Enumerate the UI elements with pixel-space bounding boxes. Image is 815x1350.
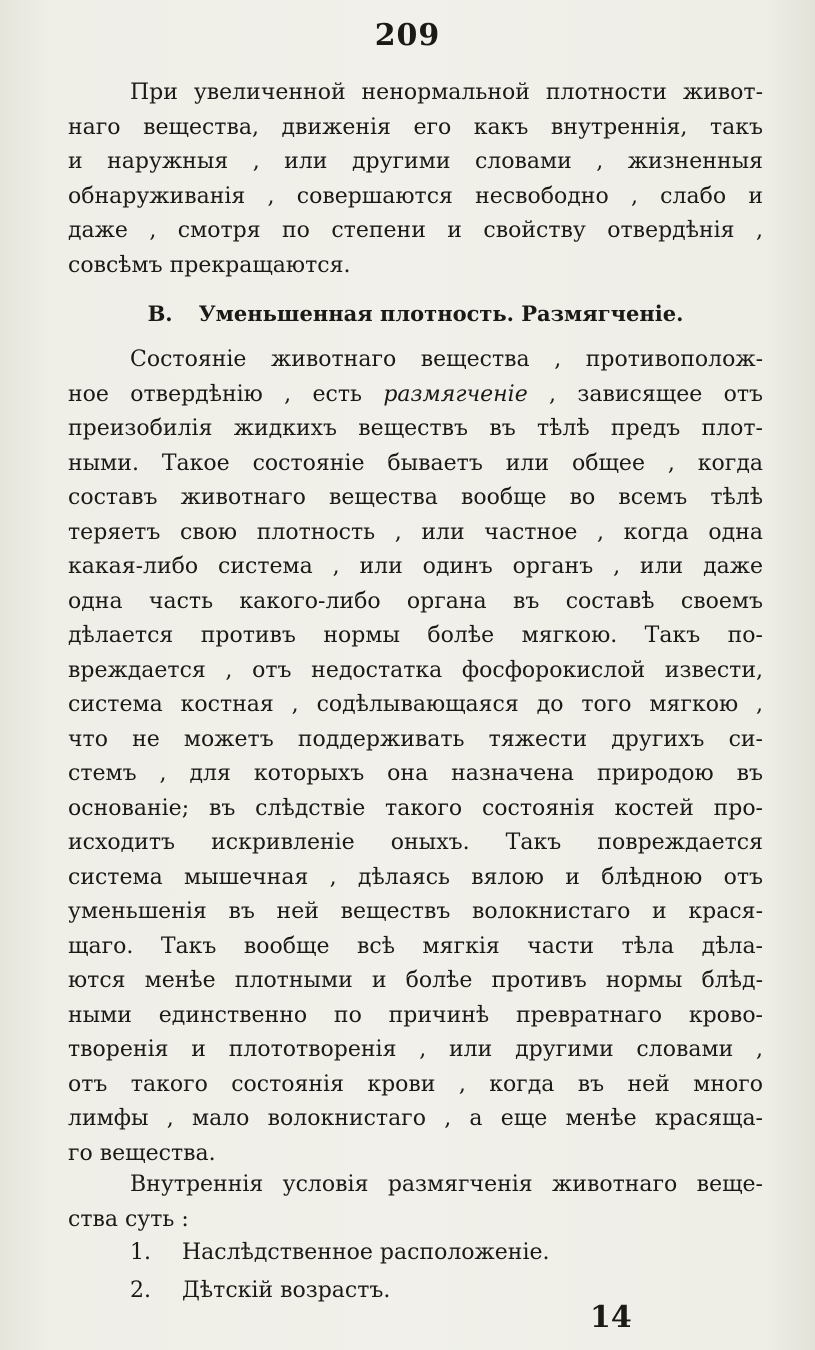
text-line: уменьшенія въ ней веществъ волокнистаго и крася-	[68, 899, 763, 924]
text-line: совсѣмъ прекращаются.	[68, 252, 351, 278]
text-line: вреждается , отъ недостатка фосфорокислой извести,	[68, 657, 763, 683]
list-text: Наслѣдственное расположеніе.	[182, 1240, 550, 1265]
text-line: лимфы , мало волокнистаго , а еще менѣе красяща-	[68, 1106, 763, 1131]
list-number: 1.	[130, 1240, 151, 1265]
text-line: ства суть :	[68, 1206, 189, 1232]
emphasized-term: размягченіе	[383, 381, 528, 407]
text-line: составъ животнаго вещества вообще во всемъ тѣлѣ	[68, 485, 763, 510]
text-line: одна часть какого-либо органа въ составѣ своемъ	[68, 588, 763, 614]
text-line: го вещества.	[68, 1140, 216, 1166]
list-item	[130, 1274, 390, 1308]
text-line: преизобилія жидкихъ веществъ въ тѣлѣ предъ плот-	[68, 416, 763, 441]
paragraph-conditions	[68, 1168, 763, 1237]
text-line: При увеличенной ненормальной плотности живот-	[130, 80, 763, 105]
text-line: система мышечная , дѣлаясь вялою и блѣдною отъ	[68, 864, 763, 890]
list-item	[130, 1236, 550, 1270]
text-line-with-emphasis: ное отвердѣнію , есть размягченіе , зависящее отъ	[68, 381, 763, 407]
paragraph-softening	[68, 343, 763, 1171]
text-line: обнаруживанія , совершаются несвободно , слабо и	[68, 183, 763, 209]
text-line: система костная , содѣлывающаяся до того мягкою ,	[68, 692, 763, 717]
text-line: исходитъ искривленіе оныхъ. Такъ повреждается	[68, 830, 763, 855]
text-line: Состояніе животнаго вещества , противополож-	[130, 347, 763, 372]
text-line: стемъ , для которыхъ она назначена природою въ	[68, 761, 763, 786]
text-line: даже , смотря по степени и свойству отвердѣнія ,	[68, 218, 763, 243]
text-line: и наружныя , или другими словами , жизненныя	[68, 149, 763, 174]
list-number: 2.	[130, 1278, 151, 1303]
section-title: Уменьшенная плотность. Размягченіе.	[198, 301, 684, 326]
text-line: щаго. Такъ вообще всѣ мягкія части тѣла дѣла-	[68, 933, 763, 959]
text-line: ными. Такое состояніе бываетъ или общее , когда	[68, 450, 763, 476]
text-line: ными единственно по причинѣ превратнаго крово-	[68, 1002, 763, 1028]
text-line: теряетъ свою плотность , или частное , когда одна	[68, 519, 763, 545]
text-line: какая-либо система , или одинъ органъ , или даже	[68, 554, 763, 579]
text-line: дѣлается противъ нормы болѣе мягкою. Такъ по-	[68, 623, 763, 648]
section-heading	[68, 298, 763, 330]
paragraph-dense-substance	[68, 76, 763, 283]
signature-mark: 14	[590, 1300, 632, 1335]
section-letter: B.	[147, 301, 173, 326]
page-number: 209	[374, 18, 441, 53]
text-line: отъ такого состоянія крови , когда въ ней много	[68, 1071, 763, 1097]
list-text: Дѣтскій возрастъ.	[182, 1278, 391, 1303]
text-line: ются менѣе плотными и болѣе противъ нормы блѣд-	[68, 968, 763, 993]
text-line: наго вещества, движенія его какъ внутреннія, такъ	[68, 114, 763, 140]
text-line: Внутреннія условія размягченія животнаго веще-	[130, 1172, 763, 1197]
text-line: творенія и плототворенія , или другими словами ,	[68, 1037, 763, 1062]
text-line: основаніе; въ слѣдствіе такого состоянія костей про-	[68, 795, 763, 821]
text-line: что не можетъ поддерживать тяжести другихъ си-	[68, 726, 763, 752]
